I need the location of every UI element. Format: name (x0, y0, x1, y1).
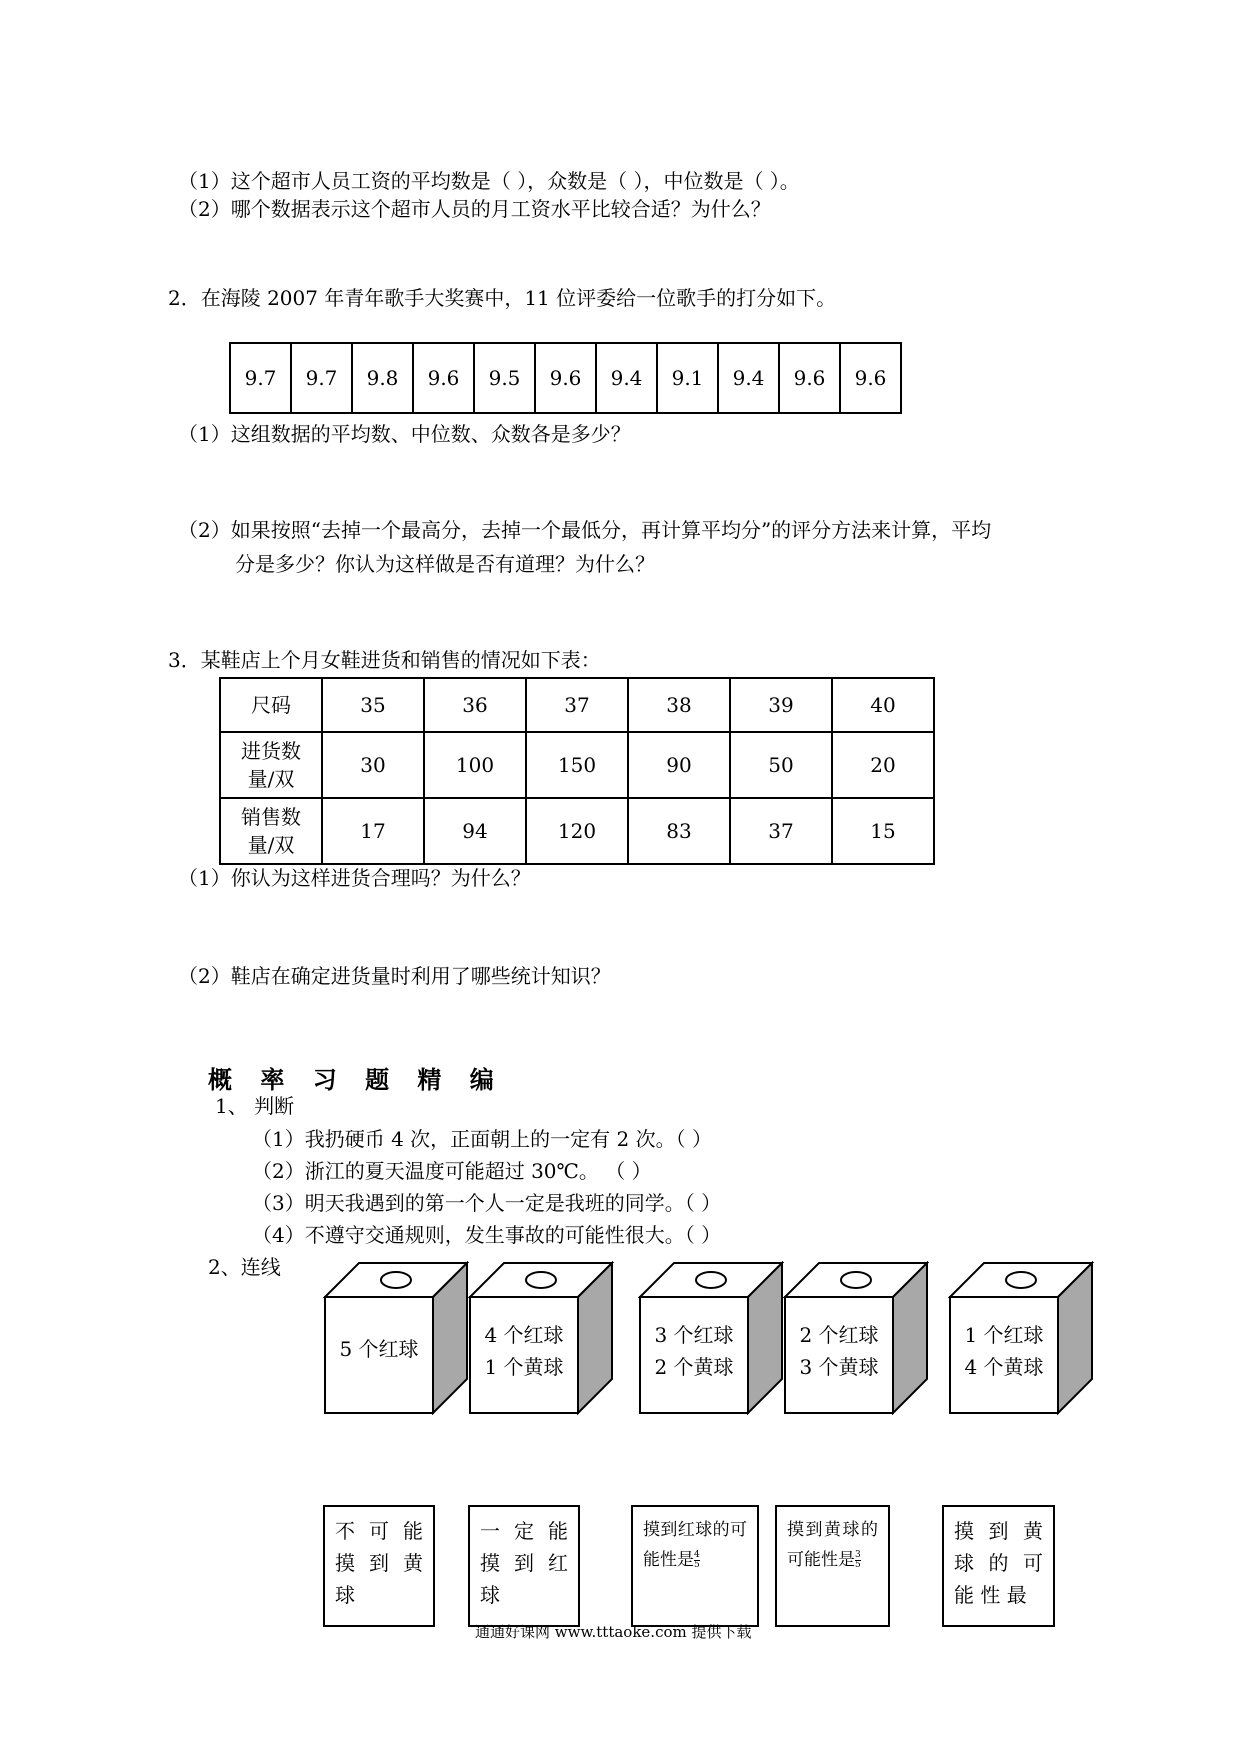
card-red-probability (631, 1505, 759, 1627)
score-cell: 9.6 (779, 343, 840, 413)
table-cell: 40 (832, 678, 934, 732)
q2-sub2-line1: （2）如果按照“去掉一个最高分，去掉一个最低分，再计算平均分”的评分方法来计算，平均 (178, 518, 992, 542)
box-label (468, 1319, 580, 1383)
q1-sub1: （1）这个超市人员工资的平均数是（ ），众数是（ ），中位数是（ ）。 (178, 169, 800, 193)
judge-item-2: （2）浙江的夏天温度可能超过 30℃。 （ ） (252, 1159, 652, 1183)
box-label (948, 1319, 1060, 1383)
table-cell: 30 (322, 732, 424, 798)
table-cell: 15 (832, 798, 934, 864)
box-label (638, 1319, 750, 1383)
table-cell: 38 (628, 678, 730, 732)
q3-sub1: （1）你认为这样进货合理吗？为什么？ (178, 866, 531, 890)
q2-title: 2．在海陵 2007 年青年歌手大奖赛中，11 位评委给一位歌手的打分如下。 (168, 286, 837, 310)
table-cell: 100 (424, 732, 526, 798)
box-label-line2: 4 个黄球 (964, 1355, 1044, 1379)
fraction-four-fifths (694, 1551, 700, 1570)
box-label-line1: 2 个红球 (799, 1323, 879, 1347)
judge-item-4: （4）不遵守交通规则，发生事故的可能性很大。（ ） (252, 1223, 722, 1247)
frac-num: 4 (694, 1550, 700, 1560)
box-hole (841, 1272, 871, 1288)
table-cell: 83 (628, 798, 730, 864)
card-text: 摸 到 黄 球 的 可 能 性 最 (954, 1519, 1043, 1607)
card-text: 不 可 能 摸 到 黄 球 (335, 1519, 423, 1607)
table-cell: 120 (526, 798, 628, 864)
card-impossible-yellow (323, 1505, 435, 1627)
q2-sub2-line2: 分是多少？你认为这样做是否有道理？为什么？ (235, 552, 655, 576)
card-text: 摸到黄球的可能性是 (787, 1520, 878, 1570)
q1-sub2: （2）哪个数据表示这个超市人员的月工资水平比较合适？为什么？ (178, 197, 771, 221)
judge-title: 1、 判断 (215, 1094, 295, 1118)
score-cell: 9.4 (596, 343, 657, 413)
score-cell: 9.6 (840, 343, 901, 413)
ball-box (323, 1261, 469, 1415)
row-label: 进货数 量/双 (220, 732, 322, 798)
box-label-line2: 3 个黄球 (799, 1355, 879, 1379)
box-label (783, 1319, 895, 1383)
box-label-line2: 1 个黄球 (484, 1355, 564, 1379)
table-cell: 36 (424, 678, 526, 732)
connect-title: 2、连线 (208, 1255, 281, 1279)
score-cell: 9.1 (657, 343, 718, 413)
ball-box (468, 1261, 614, 1415)
card-yellow-most-likely (942, 1505, 1055, 1627)
shoe-row (220, 798, 934, 864)
scores-table (229, 342, 902, 414)
judge-item-1: （1）我扔硬币 4 次，正面朝上的一定有 2 次。（ ） (252, 1127, 712, 1151)
row-label: 尺码 (220, 678, 322, 732)
table-cell: 17 (322, 798, 424, 864)
q3-title: 3．某鞋店上个月女鞋进货和销售的情况如下表： (168, 648, 601, 672)
ball-box (638, 1261, 784, 1415)
frac-num: 3 (855, 1550, 861, 1560)
box-hole (1006, 1272, 1036, 1288)
scores-row (230, 343, 901, 413)
card-yellow-probability (775, 1505, 890, 1627)
card-text: 摸到红球的可能性是 (643, 1520, 747, 1570)
row-label: 销售数 量/双 (220, 798, 322, 864)
shoe-table (219, 677, 935, 865)
table-cell: 37 (730, 798, 832, 864)
table-cell: 35 (322, 678, 424, 732)
table-cell: 20 (832, 732, 934, 798)
table-cell: 90 (628, 732, 730, 798)
frac-den: 5 (855, 1560, 861, 1570)
box-label-line1: 5 个红球 (339, 1337, 419, 1361)
box-label-line1: 1 个红球 (964, 1323, 1044, 1347)
box-hole (381, 1272, 411, 1288)
fraction-three-fifths (855, 1551, 861, 1570)
score-cell: 9.7 (230, 343, 291, 413)
table-cell: 150 (526, 732, 628, 798)
q2-sub1: （1）这组数据的平均数、中位数、众数各是多少？ (178, 422, 631, 446)
score-cell: 9.5 (474, 343, 535, 413)
footer-watermark: 通通好课网 www.tttaoke.com 提供下载 (475, 1623, 752, 1641)
score-cell: 9.6 (413, 343, 474, 413)
score-cell: 9.4 (718, 343, 779, 413)
table-cell: 50 (730, 732, 832, 798)
table-cell: 39 (730, 678, 832, 732)
box-label (323, 1333, 435, 1365)
ball-box (948, 1261, 1094, 1415)
shoe-row (220, 678, 934, 732)
box-label-line1: 3 个红球 (654, 1323, 734, 1347)
ball-box (783, 1261, 929, 1415)
card-certain-red (468, 1505, 580, 1627)
box-label-line2: 2 个黄球 (654, 1355, 734, 1379)
card-text: 一 定 能 摸 到 红 球 (480, 1519, 568, 1607)
q3-sub2: （2）鞋店在确定进货量时利用了哪些统计知识？ (178, 964, 611, 988)
judge-item-3: （3）明天我遇到的第一个人一定是我班的同学。（ ） (252, 1191, 722, 1215)
box-label-line1: 4 个红球 (484, 1323, 564, 1347)
score-cell: 9.7 (291, 343, 352, 413)
score-cell: 9.6 (535, 343, 596, 413)
table-cell: 37 (526, 678, 628, 732)
table-cell: 94 (424, 798, 526, 864)
box-hole (526, 1272, 556, 1288)
section-heading: 概 率 习 题 精 编 (208, 1066, 504, 1094)
box-hole (696, 1272, 726, 1288)
shoe-row (220, 732, 934, 798)
score-cell: 9.8 (352, 343, 413, 413)
frac-den: 5 (694, 1560, 700, 1570)
